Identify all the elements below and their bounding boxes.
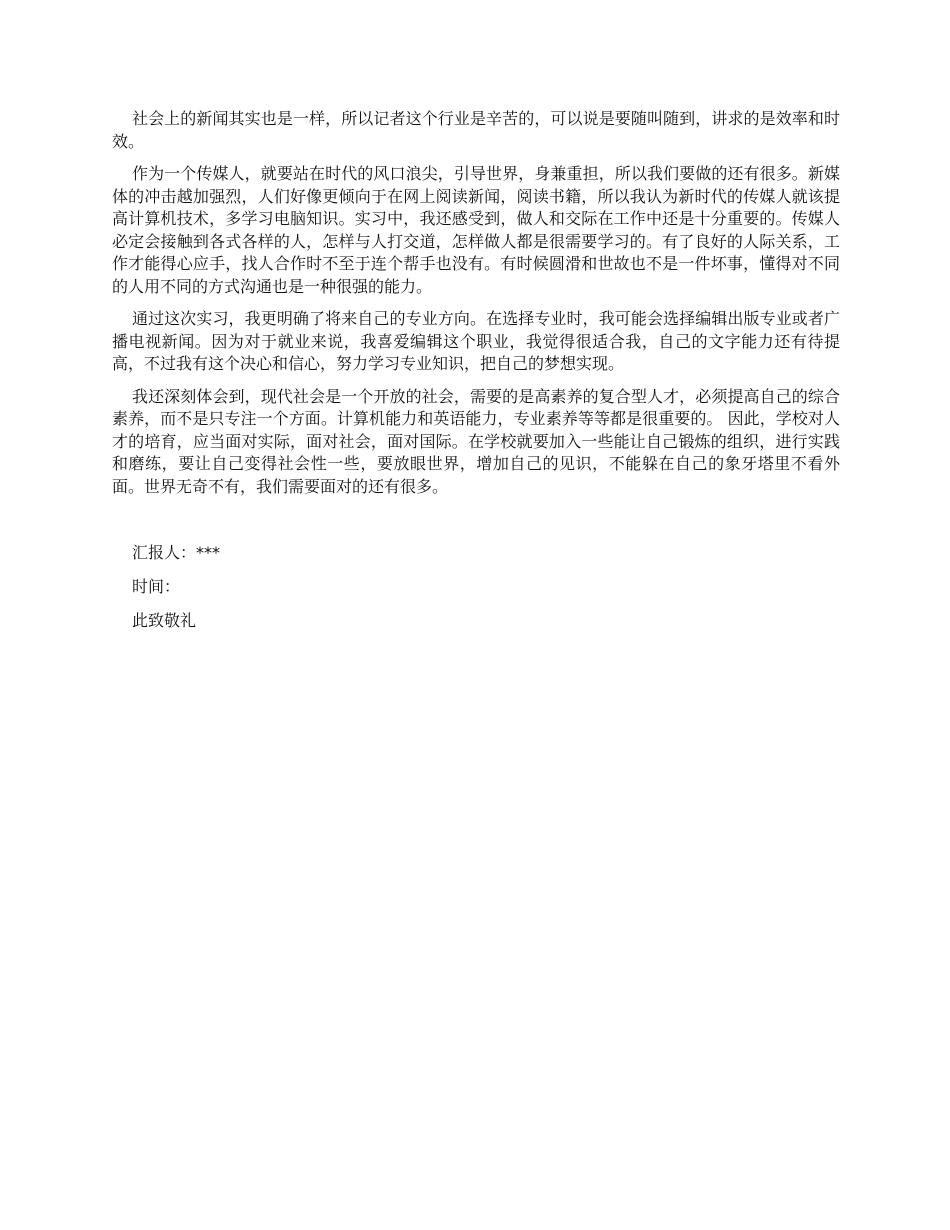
time-line: 时间： [132, 577, 181, 596]
body-paragraph-1: 社会上的新闻其实也是一样，所以记者这个行业是辛苦的，可以说是要随叫随到，讲求的是效率和时效。 [112, 109, 840, 151]
reporter-line: 汇报人：*** [132, 543, 221, 562]
document-page [112, 108, 840, 644]
body-paragraph-3: 通过这次实习，我更明确了将来自己的专业方向。在选择专业时，我可能会选择编辑出版专业或者广播电视新闻。因为对于就业来说，我喜爱编辑这个职业，我觉得很适合我，自己的文字能力还有待提高，不过我有这个决心和信心，努力学习专业知识，把自己的梦想实现。 [112, 309, 840, 373]
body-paragraph-4: 我还深刻体会到，现代社会是一个开放的社会，需要的是高素养的复合型人才，必须提高自己的综合素养，而不是只专注一个方面。计算机能力和英语能力，专业素养等等都是很重要的。 因此，学校对人才的培育，应当面对实际，面对社会，面对国际。在学校就要加入一些能让自己锻炼的组织，进行实践和磨练，要让自己变得社会性一些，要放眼世界，增加自己的见识，不能躲在自己的象牙塔里不看外面。世界无奇不有，我们需要面对的还有很多。 [112, 386, 840, 496]
closing-block [112, 542, 840, 632]
salutation-line: 此致敬礼 [132, 611, 197, 630]
body-paragraph-2: 作为一个传媒人，就要站在时代的风口浪尖，引导世界，身兼重担，所以我们要做的还有很多。新媒体的冲击越加强烈，人们好像更倾向于在网上阅读新闻，阅读书籍，所以我认为新时代的传媒人就该提高计算机技术，多学习电脑知识。实习中，我还感受到，做人和交际在工作中还是十分重要的。传媒人必定会接触到各式各样的人，怎样与人打交道，怎样做人都是很需要学习的。有了良好的人际关系，工作才能得心应手，找人合作时不至于连个帮手也没有。有时候圆滑和世故也不是一件坏事，懂得对不同的人用不同的方式沟通也是一种很强的能力。 [112, 164, 840, 296]
